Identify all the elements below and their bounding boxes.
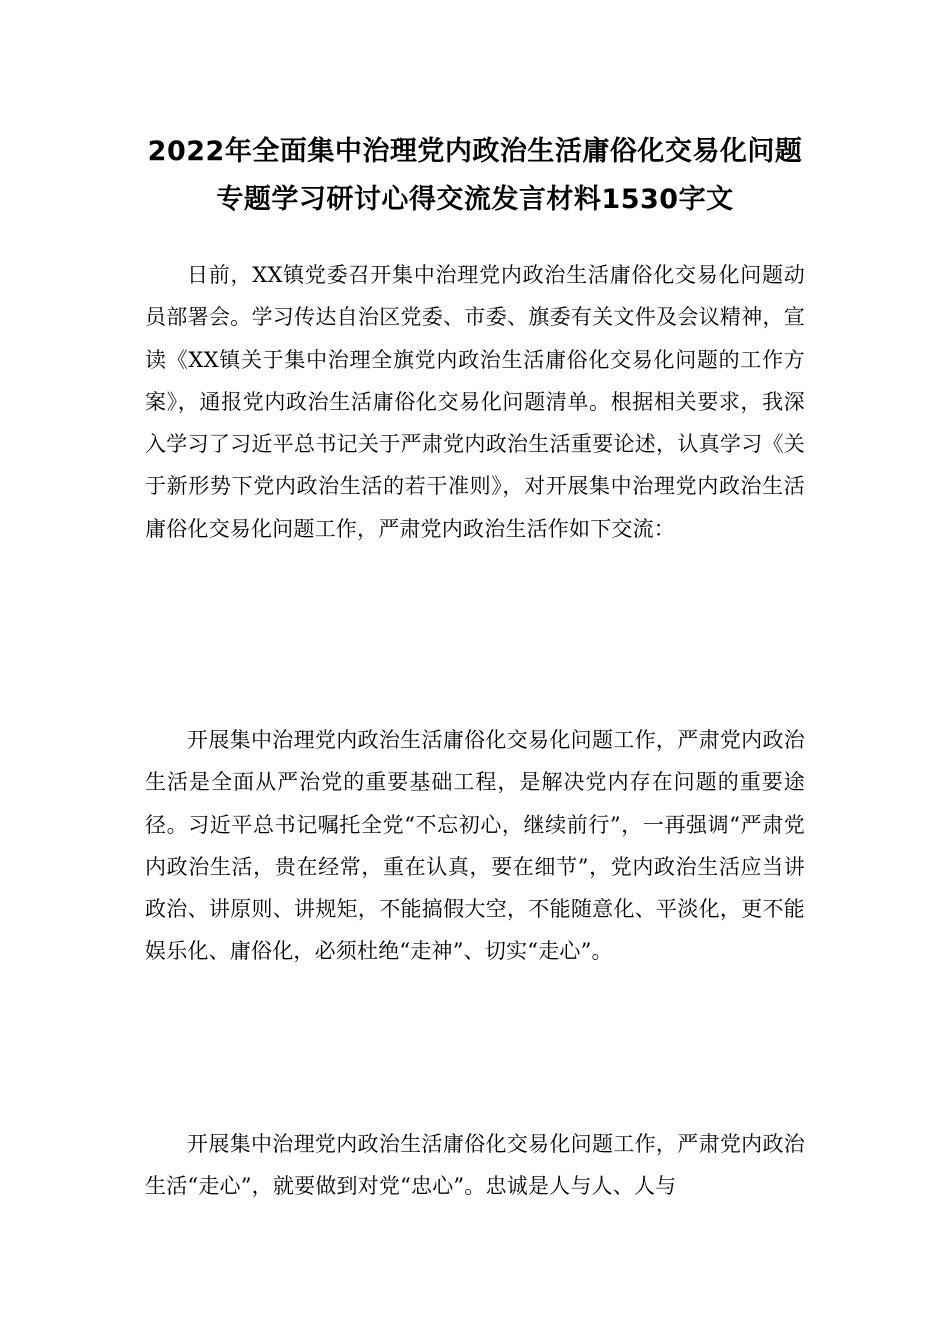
document-title: 2022年全面集中治理党内政治生活庸俗化交易化问题专题学习研讨心得交流发言材料1530字文 xyxy=(147,136,803,215)
body-paragraph-2: 开展集中治理党内政治生活庸俗化交易化问题工作，严肃党内政治生活是全面从严治党的重要基础工程，是解决党内存在问题的重要途径。习近平总书记嘱托全党“不忘初心，继续前行”，一再强调“严肃党内政治生活，贵在经常，重在认真，要在细节”，党内政治生活应当讲政治、讲原则、讲规矩，不能搞假大空，不能随意化、平淡化，更不能娱乐化、庸俗化，必须杜绝“走神”、切实“走心”。 xyxy=(145,728,805,964)
body-paragraph-1: 日前，XX镇党委召开集中治理党内政治生活庸俗化交易化问题动员部署会。学习传达自治区党委、市委、旗委有关文件及会议精神，宣读《XX镇关于集中治理全旗党内政治生活庸俗化交易化问题的工作方案》，通报党内政治生活庸俗化交易化问题清单。根据相关要求，我深入学习了习近平总书记关于严肃党内政治生活重要论述，认真学习《关于新形势下党内政治生活的若干准则》，对开展集中治理党内政治生活庸俗化交易化问题工作，严肃党内政治生活作如下交流： xyxy=(145,263,805,541)
body-paragraph-3: 开展集中治理党内政治生活庸俗化交易化问题工作，严肃党内政治生活“走心”，就要做到对党“忠心”。忠诚是人与人、人与 xyxy=(145,1132,805,1199)
